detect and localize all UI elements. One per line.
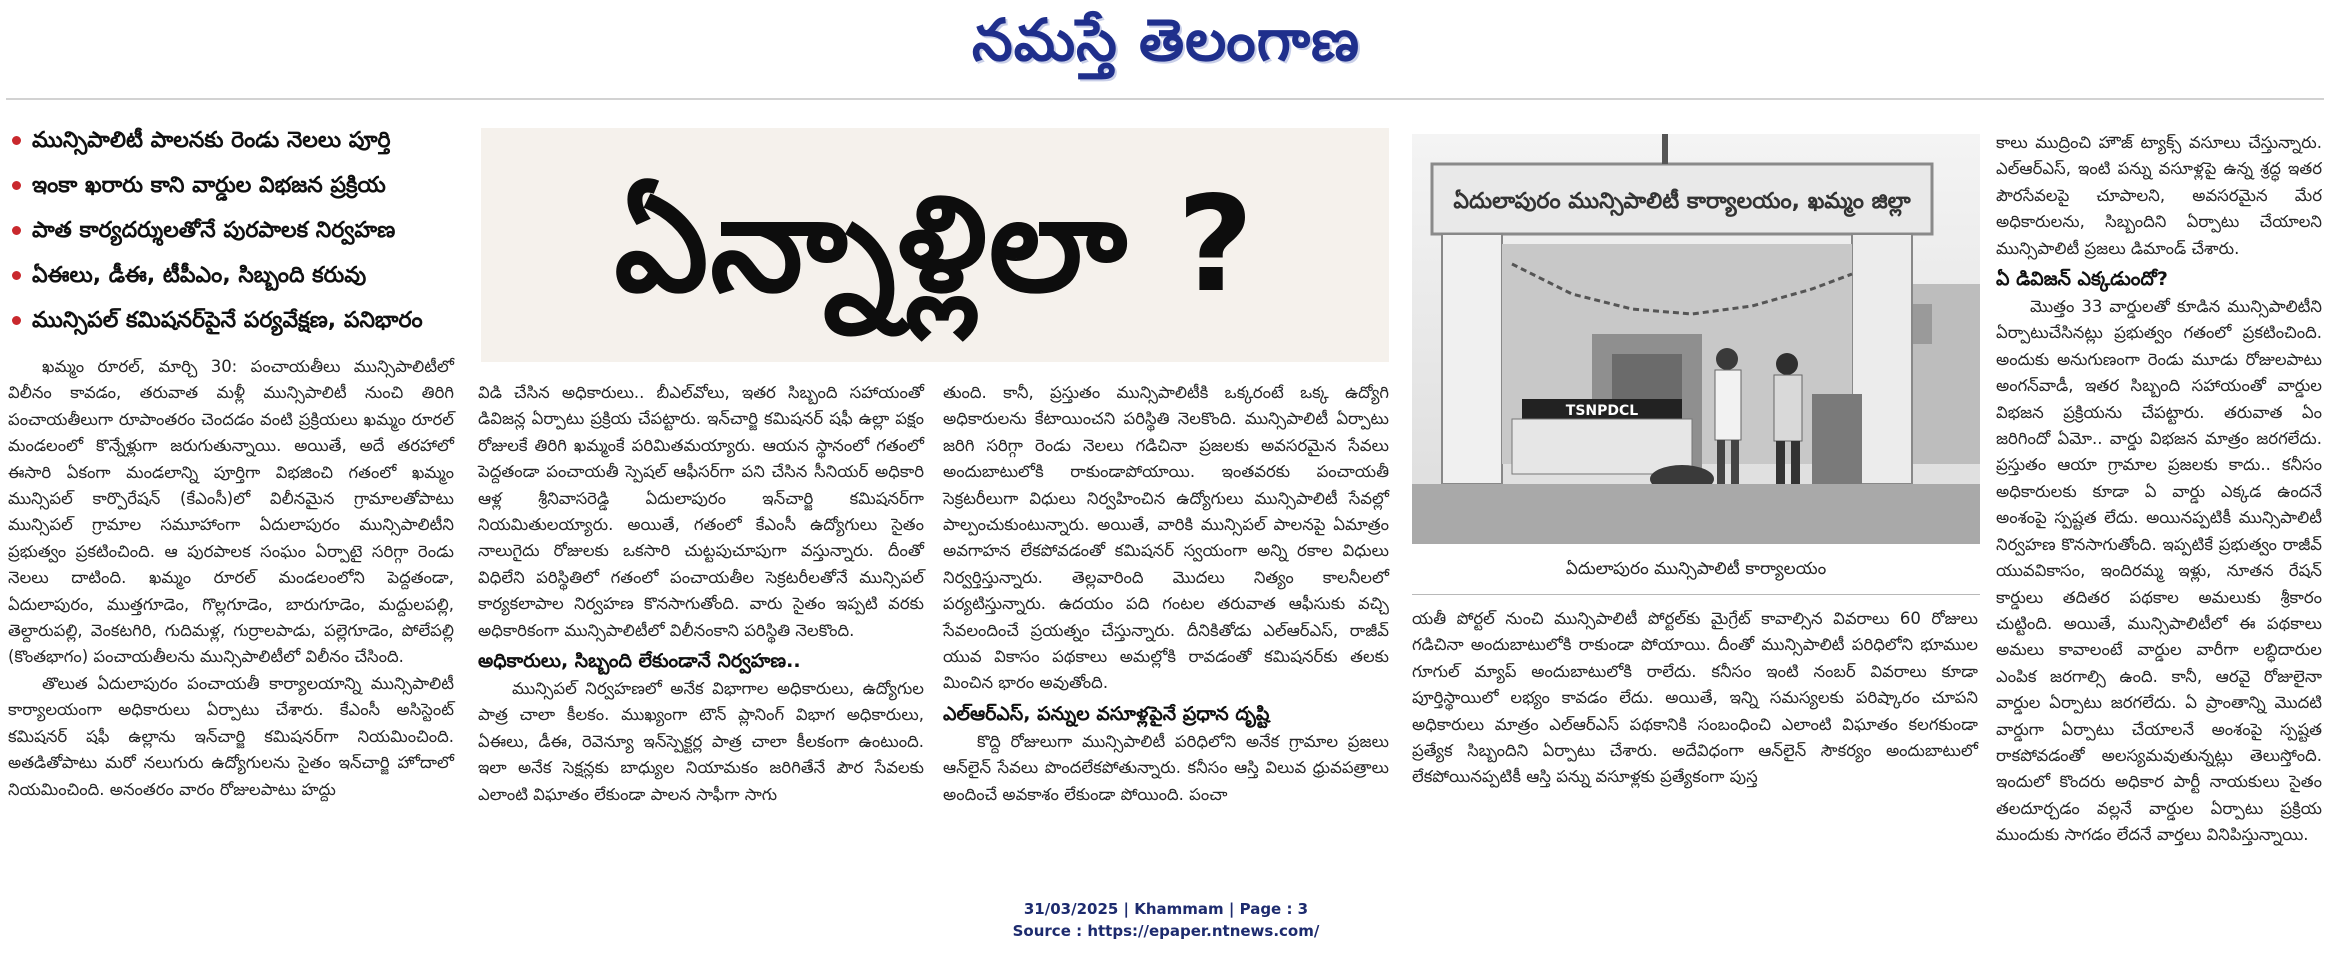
- bullet-icon: [12, 316, 21, 325]
- article-column-3: [943, 380, 1389, 808]
- subheading: ఎల్‌ఆర్‌ఎస్, పన్నుల వసూళ్లపైనే ప్రధాన దృష్టి: [943, 702, 1270, 725]
- headline-box: [481, 128, 1389, 362]
- article-paragraph: తొలుత ఏదులాపురం పంచాయతీ కార్యాలయాన్ని మున్సిపాలిటీ కార్యాలయంగా అధికారులు ఏర్పాటు చేశారు. కేఎంసీ అసిస్టెంట్ కమిషనర్ షఫీ ఉల్లాను ఇన్‌చార్జి కమిషనర్‌గా నియమించింది. అతడితోపాటు మరో నలుగురు ఉద్యోగులను సైతం ఇన్‌చార్జి హోదాలో నియమించింది. అనంతరం వారం రోజులపాటు హద్దు: [8, 673, 454, 799]
- highlight-item: ఏఈలు, డీఈ, టీపీఎం, సిబ్బంది కరువు: [8, 253, 468, 298]
- banner-text: TSNPDCL: [1565, 403, 1639, 419]
- article-paragraph: యతీ పోర్టల్ నుంచి మున్సిపాలిటీ పోర్టల్‌కు మైగ్రేట్ కావాల్సిన వివరాలు 60 రోజులు గడిచినా అందుబాటులోకి రాకుండా పోయాయి. దీంతో మున్సిపాలిటీ పరిధిలోని భూముల గూగుల్ మ్యాప్ అందుబాటులోకి రాలేదు. కనీసం ఇంటి నంబర్ వివరాలు కూడా పూర్తిస్థాయిలో లభ్యం కావడం లేదు. అయితే, ఇన్ని సమస్యలకు పరిష్కారం చూపని అధికారులు మాత్రం ఎల్‌ఆర్‌ఎస్ పథకానికి సంబంధించి ఎలాంటి విఘాతం కలగకుండా ప్రత్యేక సిబ్బందిని ఏర్పాటు చేశారు. అదేవిధంగా ఆన్‌లైన్ సౌకర్యం అందుబాటులో లేకపోయినప్పటికీ ఆస్తి పన్ను వసూళ్లకు ప్రత్యేకంగా పుస్త: [1412, 609, 1978, 787]
- bullet-icon: [12, 136, 21, 145]
- page-footer: [0, 898, 2332, 942]
- subheading: ఏ డివిజన్ ఎక్కడుందో?: [1996, 268, 2168, 291]
- bullet-icon: [12, 271, 21, 280]
- footer-date-page: 31/03/2025 | Khammam | Page : 3: [1023, 900, 1309, 918]
- caption-divider: [1412, 594, 1980, 595]
- article-paragraph: కాలు ముద్రించి హౌజ్ ట్యాక్స్ వసూలు చేస్తున్నారు. ఎల్‌ఆర్‌ఎస్, ఇంటి పన్ను వసూళ్లపై ఉన్న శ్రద్ధ ఇతర పౌరసేవలపై చూపాలని, అవసరమైన మేర అధికారులను, సిబ్బందిని ఏర్పాటు చేయాలని మున్సిపాలిటీ ప్రజలు డిమాండ్ చేశారు.: [1996, 133, 2322, 258]
- building-sign-text: ఏదులాపురం మున్సిపాలిటీ కార్యాలయం, ఖమ్మం జిల్లా: [1453, 189, 1911, 214]
- office-building-image: [1412, 134, 1980, 544]
- headline: ఏన్నాళ్లిలా ?: [614, 168, 1256, 322]
- bullet-icon: [12, 226, 21, 235]
- article-column-5: [1996, 130, 2322, 849]
- article-paragraph: విడి చేసిన అధికారులు.. బీఎల్‌వోలు, ఇతర సిబ్బంది సహాయంతో డివిజన్ల ఏర్పాటు ప్రక్రియ చేపట్టారు. ఇన్‌చార్జి కమిషనర్ షఫీ ఉల్లా పక్షం రోజులకే తిరిగి ఖమ్మంకే పరిమితమయ్యారు. ఆయన స్థానంలో గతంలో పెద్దతండా పంచాయతీ స్పెషల్ ఆఫీసర్‌గా పని చేసిన సీనియర్ అధికారి ఆళ్ల శ్రీనివాసరెడ్డి ఏదులాపురం ఇన్‌చార్జి కమిషనర్‌గా నియమితులయ్యారు. అయితే, గతంలో కేఎంసీ ఉద్యోగులు సైతం నాలుగైదు రోజులకు ఒకసారి చుట్టపుచూపుగా వస్తున్నారు. దీంతో విధిలేని పరిస్థితిలో గతంలో పంచాయతీల సెక్రటరీలతోనే మున్సిపల్ కార్యకలాపాల నిర్వహణ కొనసాగుతోంది. వారు సైతం ఇప్పటి వరకు అధికారికంగా మున్సిపాలిటీలో విలీనంకాని పరిస్థితి నెలకొంది.: [478, 383, 924, 640]
- article-paragraph: తుంది. కానీ, ప్రస్తుతం మున్సిపాలిటీకి ఒక్కరంటే ఒక్క ఉద్యోగి అధికారులను కేటాయించని పరిస్థితి నెలకొంది. మున్సిపాలిటీ ఏర్పాటు జరిగి సరిగ్గా రెండు నెలలు గడిచినా ప్రజలకు అవసరమైన సేవలు అందుబాటులోకి రాకుండాపోయాయి. ఇంతవరకు పంచాయతీ సెక్రటరీలుగా విధులు నిర్వహించిన ఉద్యోగులు మున్సిపాలిటీ సేవల్లో పాల్పంచుకుంటున్నారు. అయితే, వారికి మున్సిపల్ పాలనపై ఏమాత్రం అవగాహన లేకపోవడంతో కమిషనర్ స్వయంగా అన్ని రకాల విధులు నిర్వర్తిస్తున్నారు. తెల్లవారింది మొదలు నిత్యం కాలనీలలో పర్యటిస్తున్నారు. ఉదయం పది గంటల తరువాత ఆఫీసుకు వచ్చి సేవలందించే ప్రయత్నం చేస్తున్నారు. దీనికితోడు ఎల్‌ఆర్‌ఎస్, రాజీవ్ యువ వికాసం పథకాలు అమల్లోకి రావడంతో కమిషనర్‌కు తలకు మించిన భారం అవుతోంది.: [943, 383, 1389, 693]
- article-column-4: [1412, 606, 1978, 791]
- highlight-item: మున్సిపాలిటీ పాలనకు రెండు నెలలు పూర్తి: [8, 118, 468, 163]
- highlight-item: ఇంకా ఖరారు కాని వార్డుల విభజన ప్రక్రియ: [8, 163, 468, 208]
- photo-caption: ఏదులాపురం మున్సిపాలిటీ కార్యాలయం: [1565, 559, 1827, 579]
- highlight-item: పాత కార్యదర్శులతోనే పురపాలక నిర్వహణ: [8, 208, 468, 253]
- masthead-title: నమస్తే తెలంగాణ: [972, 6, 1360, 74]
- article-paragraph: కొద్ది రోజులుగా మున్సిపాలిటీ పరిధిలోని అనేక గ్రామాల ప్రజలు ఆన్‌లైన్ సేవలు పొందలేకపోతున్నారు. కనీసం ఆస్తి విలువ ధ్రువపత్రాలు అందించే అవకాశం లేకుండా పోయింది. పంచా: [943, 731, 1389, 804]
- article-paragraph: ఖమ్మం రూరల్, మార్చి 30: పంచాయతీలు మున్సిపాలిటీలో విలీనం కావడం, తరువాత మళ్లీ మున్సిపాలిటీ నుంచి తిరిగి పంచాయతీలుగా రూపాంతరం చెందడం వంటి ప్రక్రియలు ఖమ్మం రూరల్ మండలంలో కొన్నేళ్లుగా జరుగుతున్నాయి. అయితే, అదే తరహాలో ఈసారి ఏకంగా మండలాన్ని పూర్తిగా విభజించి గతంలో ఖమ్మం మున్సిపల్ కార్పొరేషన్ (కేఎంసీ)లో విలీనమైన గ్రామాలతోపాటు మున్సిపల్ గ్రామాల సమూహాంగా ఏదులాపురం మున్సిపాలిటీని ప్రభుత్వం ప్రకటించింది. ఆ పురపాలక సంఘం ఏర్పాటై సరిగ్గా రెండు నెలలు దాటింది. ఖమ్మం రూరల్ మండలంలోని పెద్దతండా, ఏదులాపురం, ముత్తగూడెం, గొల్లగూడెం, బారుగూడెం, మద్దులపల్లి, తెల్దారుపల్లి, వెంకటగిరి, గుదిమళ్ల, గుర్రాలపాడు, పల్లెగూడెం, పోలేపల్లి (కొంతభాగం) పంచాయతీలను మున్సిపాలిటీలో విలీనం చేసింది.: [8, 357, 454, 667]
- article-paragraph: మొత్తం 33 వార్డులతో కూడిన మున్సిపాలిటీని ఏర్పాటుచేసినట్లు ప్రభుత్వం గతంలో ప్రకటించింది. అందుకు అనుగుణంగా రెండు మూడు రోజులపాటు అంగన్‌వాడీ, ఇతర సిబ్బంది సహాయంతో వార్డుల విభజన ప్రక్రియను చేపట్టారు. తరువాత ఏం జరిగిందో ఏమో.. వార్డు విభజన మాత్రం జరగలేదు. ప్రస్తుతం ఆయా గ్రామాల ప్రజలకు కాదు.. కనీసం అధికారులకు కూడా ఏ వార్డు ఎక్కడ ఉందనే అంశంపై స్పష్టత లేదు. అయినప్పటికీ మున్సిపాలిటీ నిర్వహణ కొనసాగుతోంది. ఇప్పటికే ప్రభుత్వం రాజీవ్ యువవికాసం, ఇందిరమ్మ ఇళ్లు, నూతన రేషన్ కార్డులు తదితర పథకాల అమలుకు శ్రీకారం చుట్టింది. అయితే, మున్సిపాలిటీలో ఈ పథకాలు అమలు కావాలంటే వార్డుల వారీగా లబ్ధిదారుల ఎంపిక జరగాల్సి ఉంది. కానీ, ఆరవై రోజులైనా వార్డుల ఏర్పాటు జరగలేదు. ఏ ప్రాంతాన్ని మొదటి వార్డుగా ఏర్పాటు చేయాలనే అంశంపై స్పష్టత రాకపోవడంతో అలస్యమవుతున్నట్లు తెలుస్తోంది. ఇందులో కొందరు అధికార పార్టీ నాయకులు సైతం తలదూర్చడం వల్లనే వార్డుల ఏర్పాటు ప్రక్రియ ముందుకు సాగడం లేదనే వార్తలు వినిపిస్తున్నాయి.: [1996, 297, 2322, 845]
- bullet-icon: [12, 181, 21, 190]
- masthead: [0, 4, 2332, 84]
- highlights-list: [8, 118, 468, 343]
- article-paragraph: మున్సిపల్ నిర్వహణలో అనేక విభాగాల అధికారులు, ఉద్యోగుల పాత్ర చాలా కీలకం. ముఖ్యంగా టౌన్ ప్లానింగ్ విభాగ అధికారులు, ఏఈలు, డీఈ, రెవెన్యూ ఇన్‌స్పెక్టర్ల పాత్ర చాలా కీలకంగా ఉంటుంది. ఇలా అనేక సెక్షన్లకు బాధ్యుల నియామకం జరిగితేనే పౌర సేవలకు ఎలాంటి విఘాతం లేకుండా పాలన సాఫీగా సాగు: [478, 679, 924, 804]
- office-photo: [1412, 134, 1980, 544]
- highlight-item: మున్సిపల్ కమిషనర్‌పైనే పర్యవేక్షణ, పనిభారం: [8, 298, 468, 343]
- article-column-2: [478, 380, 924, 808]
- footer-source-link[interactable]: Source : https://epaper.ntnews.com/: [1012, 922, 1320, 940]
- subheading: అధికారులు, సిబ్బంది లేకుండానే నిర్వహణ..: [478, 650, 801, 673]
- article-column-1: [8, 354, 454, 803]
- masthead-rule: [6, 98, 2324, 100]
